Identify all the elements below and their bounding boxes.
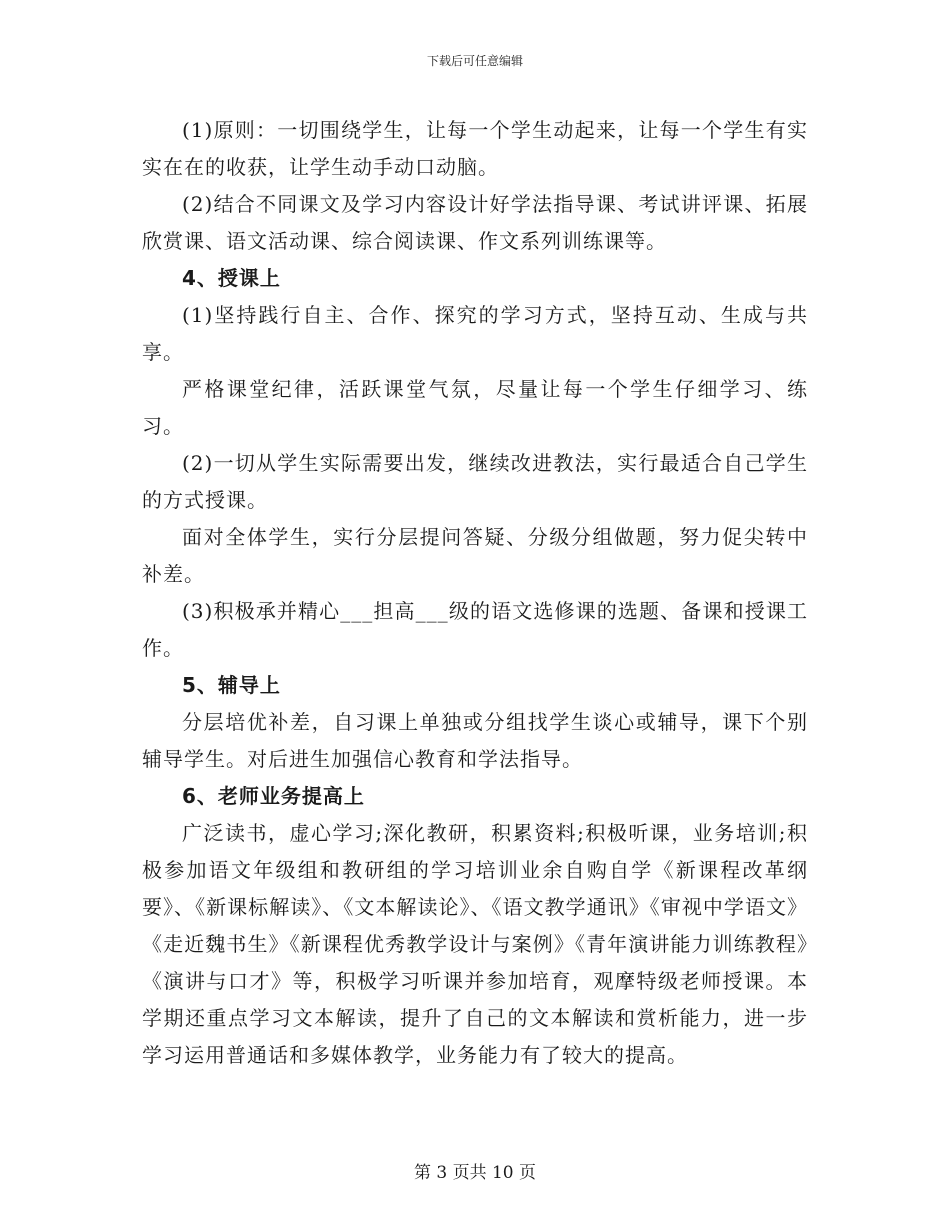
section-heading-tutoring: 5、辅导上	[182, 673, 281, 697]
page-footer: 第 3 页共 10 页	[413, 1163, 537, 1183]
paragraph-discipline: 严格课堂纪律，活跃课堂气氛，尽量让每一个学生仔细学习、练习。	[142, 377, 808, 438]
paragraph-tutoring: 分层培优补差，自习课上单独或分组找学生谈心或辅导，课下个别辅导学生。对后进生加强信心教育和学法指导。	[142, 710, 808, 771]
document-body	[142, 112, 808, 1074]
paragraph-principle: (1)原则：一切围绕学生，让每一个学生动起来，让每一个学生有实实在在的收获，让学生动手动口动脑。	[142, 118, 808, 179]
section-heading-teaching: 4、授课上	[182, 266, 281, 290]
paragraph-lesson-design: (2)结合不同课文及学习内容设计好学法指导课、考试讲评课、拓展欣赏课、语文活动课、综合阅读课、作文系列训练课等。	[142, 192, 808, 253]
paragraph-all-students: 面对全体学生，实行分层提问答疑、分级分组做题，努力促尖转中补差。	[142, 525, 808, 586]
section-heading-teacher-development: 6、老师业务提高上	[182, 784, 365, 808]
page-header: 下载后可任意编辑	[426, 54, 523, 68]
paragraph-learning-style: (1)坚持践行自主、合作、探究的学习方式，坚持互动、生成与共享。	[142, 303, 808, 364]
paragraph-teacher-development: 广泛读书，虚心学习;深化教研，积累资料;积极听课，业务培训;积极参加语文年级组和教研组的学习培训业余自购自学《新课程改革纲要》、《新课标解读》、《文本解读论》、《语文教学通讯》《审视中学语文》《走近魏书生》《新课程优秀教学设计与案例》《青年演讲能力训练教程》《演讲与口才》等，积极学习听课并参加培育，观摩特级老师授课。本学期还重点学习文本解读，提升了自己的文本解读和赏析能力，进一步学习运用普通话和多媒体教学，业务能力有了较大的提高。	[142, 821, 808, 1067]
paragraph-elective-course: (3)积极承并精心___担高___级的语文选修课的选题、备课和授课工作。	[142, 599, 808, 660]
paragraph-student-needs: (2)一切从学生实际需要出发，继续改进教法，实行最适合自己学生的方式授课。	[142, 451, 808, 512]
